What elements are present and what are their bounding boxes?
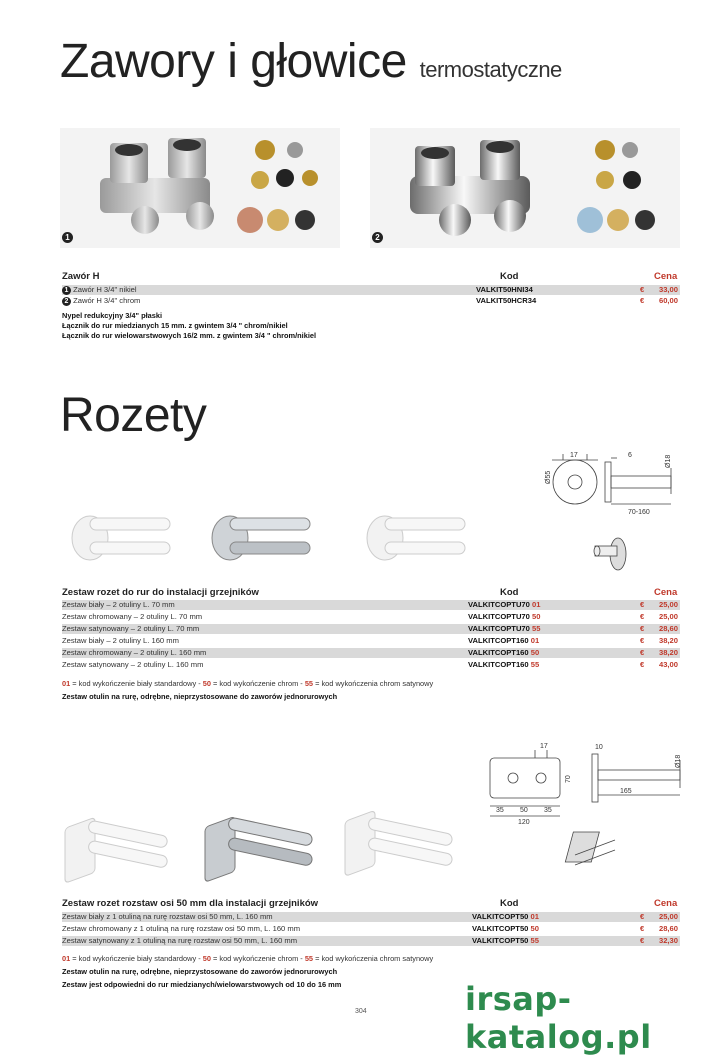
dimension-label: 10 [595, 744, 603, 751]
table-row: 2 Zawór H 3/4" chrom VALKIT50HCR34 € 60,00 [62, 296, 680, 306]
table-header-description: Zestaw rozet rozstaw osi 50 mm dla instalacji grzejników [62, 898, 319, 909]
section-subtitle: termostatyczne [419, 57, 562, 82]
dimension-label: 165 [620, 788, 632, 795]
table-row: Zestaw satynowany z 1 otuliną na rurę rozstaw osi 50 mm, L. 160 mm VALKITCOPT50 55 € 32,30 [62, 936, 678, 945]
section-title: Rozety [60, 389, 207, 442]
note-text: Nypel redukcyjny 3/4" płaski [62, 311, 163, 320]
note-text: Zestaw otulin na rurę, odrębne, nieprzystosowane do zaworów jednorurowych [62, 692, 338, 701]
page-number: 304 [355, 1008, 367, 1015]
table-header-description: Zestaw rozet do rur do instalacji grzejników [62, 587, 259, 598]
rosette-50mm-products-image [60, 795, 480, 885]
table-header-description: Zawór H [62, 271, 100, 282]
dimension-label: 70 [565, 775, 572, 783]
item-number-badge: 1 [62, 232, 73, 243]
section-title: Zawory i głowice termostatyczne [60, 35, 562, 88]
code-legend: 01 = kod wykończenie biały standardowy - 50 = kod wykończenie chrom - 55 = kod wykończenia chrom satynowy [62, 679, 434, 688]
dimension-label: 50 [520, 807, 528, 814]
note-text: Zestaw otulin na rurę, odrębne, nieprzystosowane do zaworów jednorurowych [62, 967, 338, 976]
rosette-technical-drawing [540, 442, 690, 582]
dimension-label: 17 [540, 743, 548, 750]
table-header-code: Kod [500, 898, 519, 909]
note-text: Łącznik do rur wielowarstwowych 16/2 mm. z gwintem 3/4 " chrom/nikiel [62, 331, 317, 340]
item-number-badge: 2 [372, 232, 383, 243]
table-row: Zestaw chromowany z 1 otuliną na rurę rozstaw osi 50 mm, L. 160 mm VALKITCOPT50 50 € 28,60 [62, 924, 678, 933]
table-header-price: Cena [654, 271, 678, 282]
table-header-code: Kod [500, 587, 519, 598]
table-row: Zestaw biały z 1 otuliną na rurę rozstaw osi 50 mm, L. 160 mm VALKITCOPT50 01 € 25,00 [62, 912, 678, 921]
table-row: Zestaw chromowany – 2 otuliny L. 70 mm VALKITCOPTU70 50 € 25,00 [62, 612, 678, 621]
table-header-price: Cena [654, 898, 678, 909]
rosette-products-image [60, 500, 480, 575]
note-text: Łącznik do rur miedzianych 15 mm. z gwintem 3/4 " chrom/nikiel [62, 321, 288, 330]
rosette-50mm-technical-drawing [480, 740, 690, 870]
dimension-label: 70-160 [628, 509, 650, 516]
table-row: Zestaw satynowany – 2 otuliny L. 70 mm VALKITCOPTU70 55 € 28,60 [62, 624, 678, 633]
dimension-label: 35 [496, 807, 504, 814]
table-header-code: Kod [500, 271, 519, 282]
valve-h-chrome-image [370, 128, 680, 248]
note-text: Zestaw jest odpowiedni do rur miedzianych/wielowarstwowych od 10 do 16 mm [62, 980, 342, 989]
dimension-label: 6 [628, 452, 632, 459]
table-row: Zestaw biały – 2 otuliny L. 160 mm VALKITCOPT160 01 € 38,20 [62, 636, 678, 645]
table-row: Zestaw chromowany – 2 otuliny L. 160 mm VALKITCOPT160 50 € 38,20 [62, 648, 678, 657]
dimension-label: 17 [570, 452, 578, 459]
table-header-price: Cena [654, 587, 678, 598]
dimension-label: 35 [544, 807, 552, 814]
table-row: Zestaw satynowany – 2 otuliny L. 160 mm VALKITCOPT160 55 € 43,00 [62, 660, 678, 669]
table-row: 1 Zawór H 3/4" nikiel VALKIT50HNI34 € 33,00 [62, 285, 680, 295]
dimension-label: Ø18 [665, 454, 672, 468]
dimension-label: Ø18 [675, 754, 682, 768]
watermark-text: irsap-katalog.pl [465, 980, 652, 1056]
valve-h-nickel-image [60, 128, 340, 248]
code-legend: 01 = kod wykończenie biały standardowy - 50 = kod wykończenie chrom - 55 = kod wykończenia chrom satynowy [62, 954, 434, 963]
table-row: Zestaw biały – 2 otuliny L. 70 mm VALKITCOPTU70 01 € 25,00 [62, 600, 678, 609]
dimension-label: Ø55 [545, 470, 552, 484]
dimension-label: 120 [518, 819, 530, 826]
